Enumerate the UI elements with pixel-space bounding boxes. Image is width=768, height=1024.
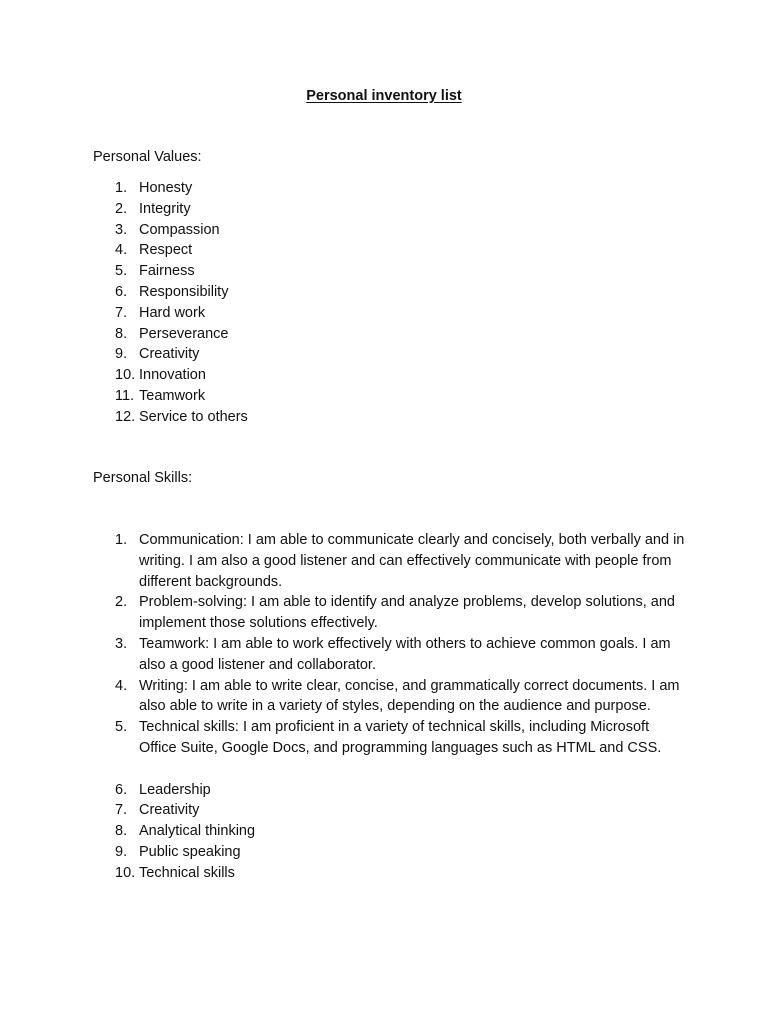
list-item xyxy=(0,592,690,634)
list-number: 7. xyxy=(115,802,128,819)
list-item-text: Problem-solving: I am able to identify and analyze problems, develop solutions, and implement those solutions effectively. xyxy=(139,594,675,632)
list-item xyxy=(0,386,248,407)
list-number: 5. xyxy=(115,263,128,280)
list-item xyxy=(0,800,690,821)
list-number: 12. xyxy=(115,408,136,425)
list-number: 6. xyxy=(115,283,128,300)
list-item-text: Writing: I am able to write clear, concise, and grammatically correct documents. I am also able to write in a variety of styles, depending on the audience and purpose. xyxy=(139,677,680,715)
list-item xyxy=(0,303,248,324)
list-item-text: Communication: I am able to communicate clearly and concisely, both verbally and in writing. I am also a good listener and can effectively communicate with people from different backgrounds. xyxy=(139,532,685,590)
personal-values-list xyxy=(0,178,248,428)
list-item-text: Analytical thinking xyxy=(139,823,256,840)
list-item xyxy=(0,407,248,428)
list-item-text: Fairness xyxy=(139,263,195,280)
list-item xyxy=(0,530,690,592)
list-item xyxy=(0,282,248,303)
list-number: 4. xyxy=(115,677,128,694)
list-item-text: Innovation xyxy=(139,367,206,384)
list-number: 3. xyxy=(115,221,128,238)
list-number: 8. xyxy=(115,325,128,342)
list-number: 1. xyxy=(115,180,128,196)
list-item-text: Service to others xyxy=(139,408,248,425)
list-item xyxy=(0,178,248,199)
list-item xyxy=(0,261,248,282)
list-item-text: Teamwork xyxy=(139,387,206,404)
list-item-text: Leadership xyxy=(139,781,211,798)
list-number: 2. xyxy=(115,594,128,611)
list-item xyxy=(0,365,248,386)
list-item-text: Teamwork: I am able to work effectively with others to achieve common goals. I am also a good listener and collaborator. xyxy=(139,635,671,673)
list-item-text: Public speaking xyxy=(139,843,241,860)
list-number: 9. xyxy=(115,843,128,860)
list-item-text: Respect xyxy=(139,242,193,259)
list-item-text: Compassion xyxy=(139,221,220,238)
personal-values-heading: Personal Values: xyxy=(93,149,202,165)
list-number: 7. xyxy=(115,304,128,321)
list-number: 11. xyxy=(115,387,135,404)
list-number: 6. xyxy=(115,781,128,798)
list-number: 4. xyxy=(115,242,128,259)
list-item xyxy=(0,863,690,884)
list-number: 10. xyxy=(115,367,136,384)
list-number: 3. xyxy=(115,635,128,652)
list-number: 9. xyxy=(115,346,128,363)
list-item-text: Integrity xyxy=(139,200,191,217)
list-number: 10. xyxy=(115,864,136,881)
list-item-text: Creativity xyxy=(139,346,200,363)
list-item xyxy=(0,634,690,676)
list-item-text: Honesty xyxy=(139,180,193,196)
list-item-text: Technical skills xyxy=(139,864,235,881)
list-item xyxy=(0,240,248,261)
list-item xyxy=(0,220,248,241)
list-item xyxy=(0,717,690,759)
list-number: 2. xyxy=(115,200,128,217)
list-item xyxy=(0,780,690,801)
list-item-text: Technical skills: I am proficient in a variety of technical skills, including Microsoft Office Suite, Google Docs, and programming languages such as HTML and CSS. xyxy=(139,719,662,756)
personal-skills-list xyxy=(0,530,690,884)
list-item-text: Hard work xyxy=(139,304,206,321)
list-number: 5. xyxy=(115,719,128,736)
list-item xyxy=(0,344,248,365)
list-item xyxy=(0,821,690,842)
list-number: 8. xyxy=(115,823,128,840)
list-item xyxy=(0,324,248,345)
list-item-text: Responsibility xyxy=(139,283,229,300)
list-item xyxy=(0,199,248,220)
personal-skills-heading: Personal Skills: xyxy=(93,470,193,486)
list-item xyxy=(0,676,690,718)
list-item-text: Perseverance xyxy=(139,325,229,342)
list-item xyxy=(0,842,690,863)
document-title: Personal inventory list xyxy=(306,88,462,104)
list-number: 1. xyxy=(115,532,128,548)
list-item-text: Creativity xyxy=(139,802,200,819)
